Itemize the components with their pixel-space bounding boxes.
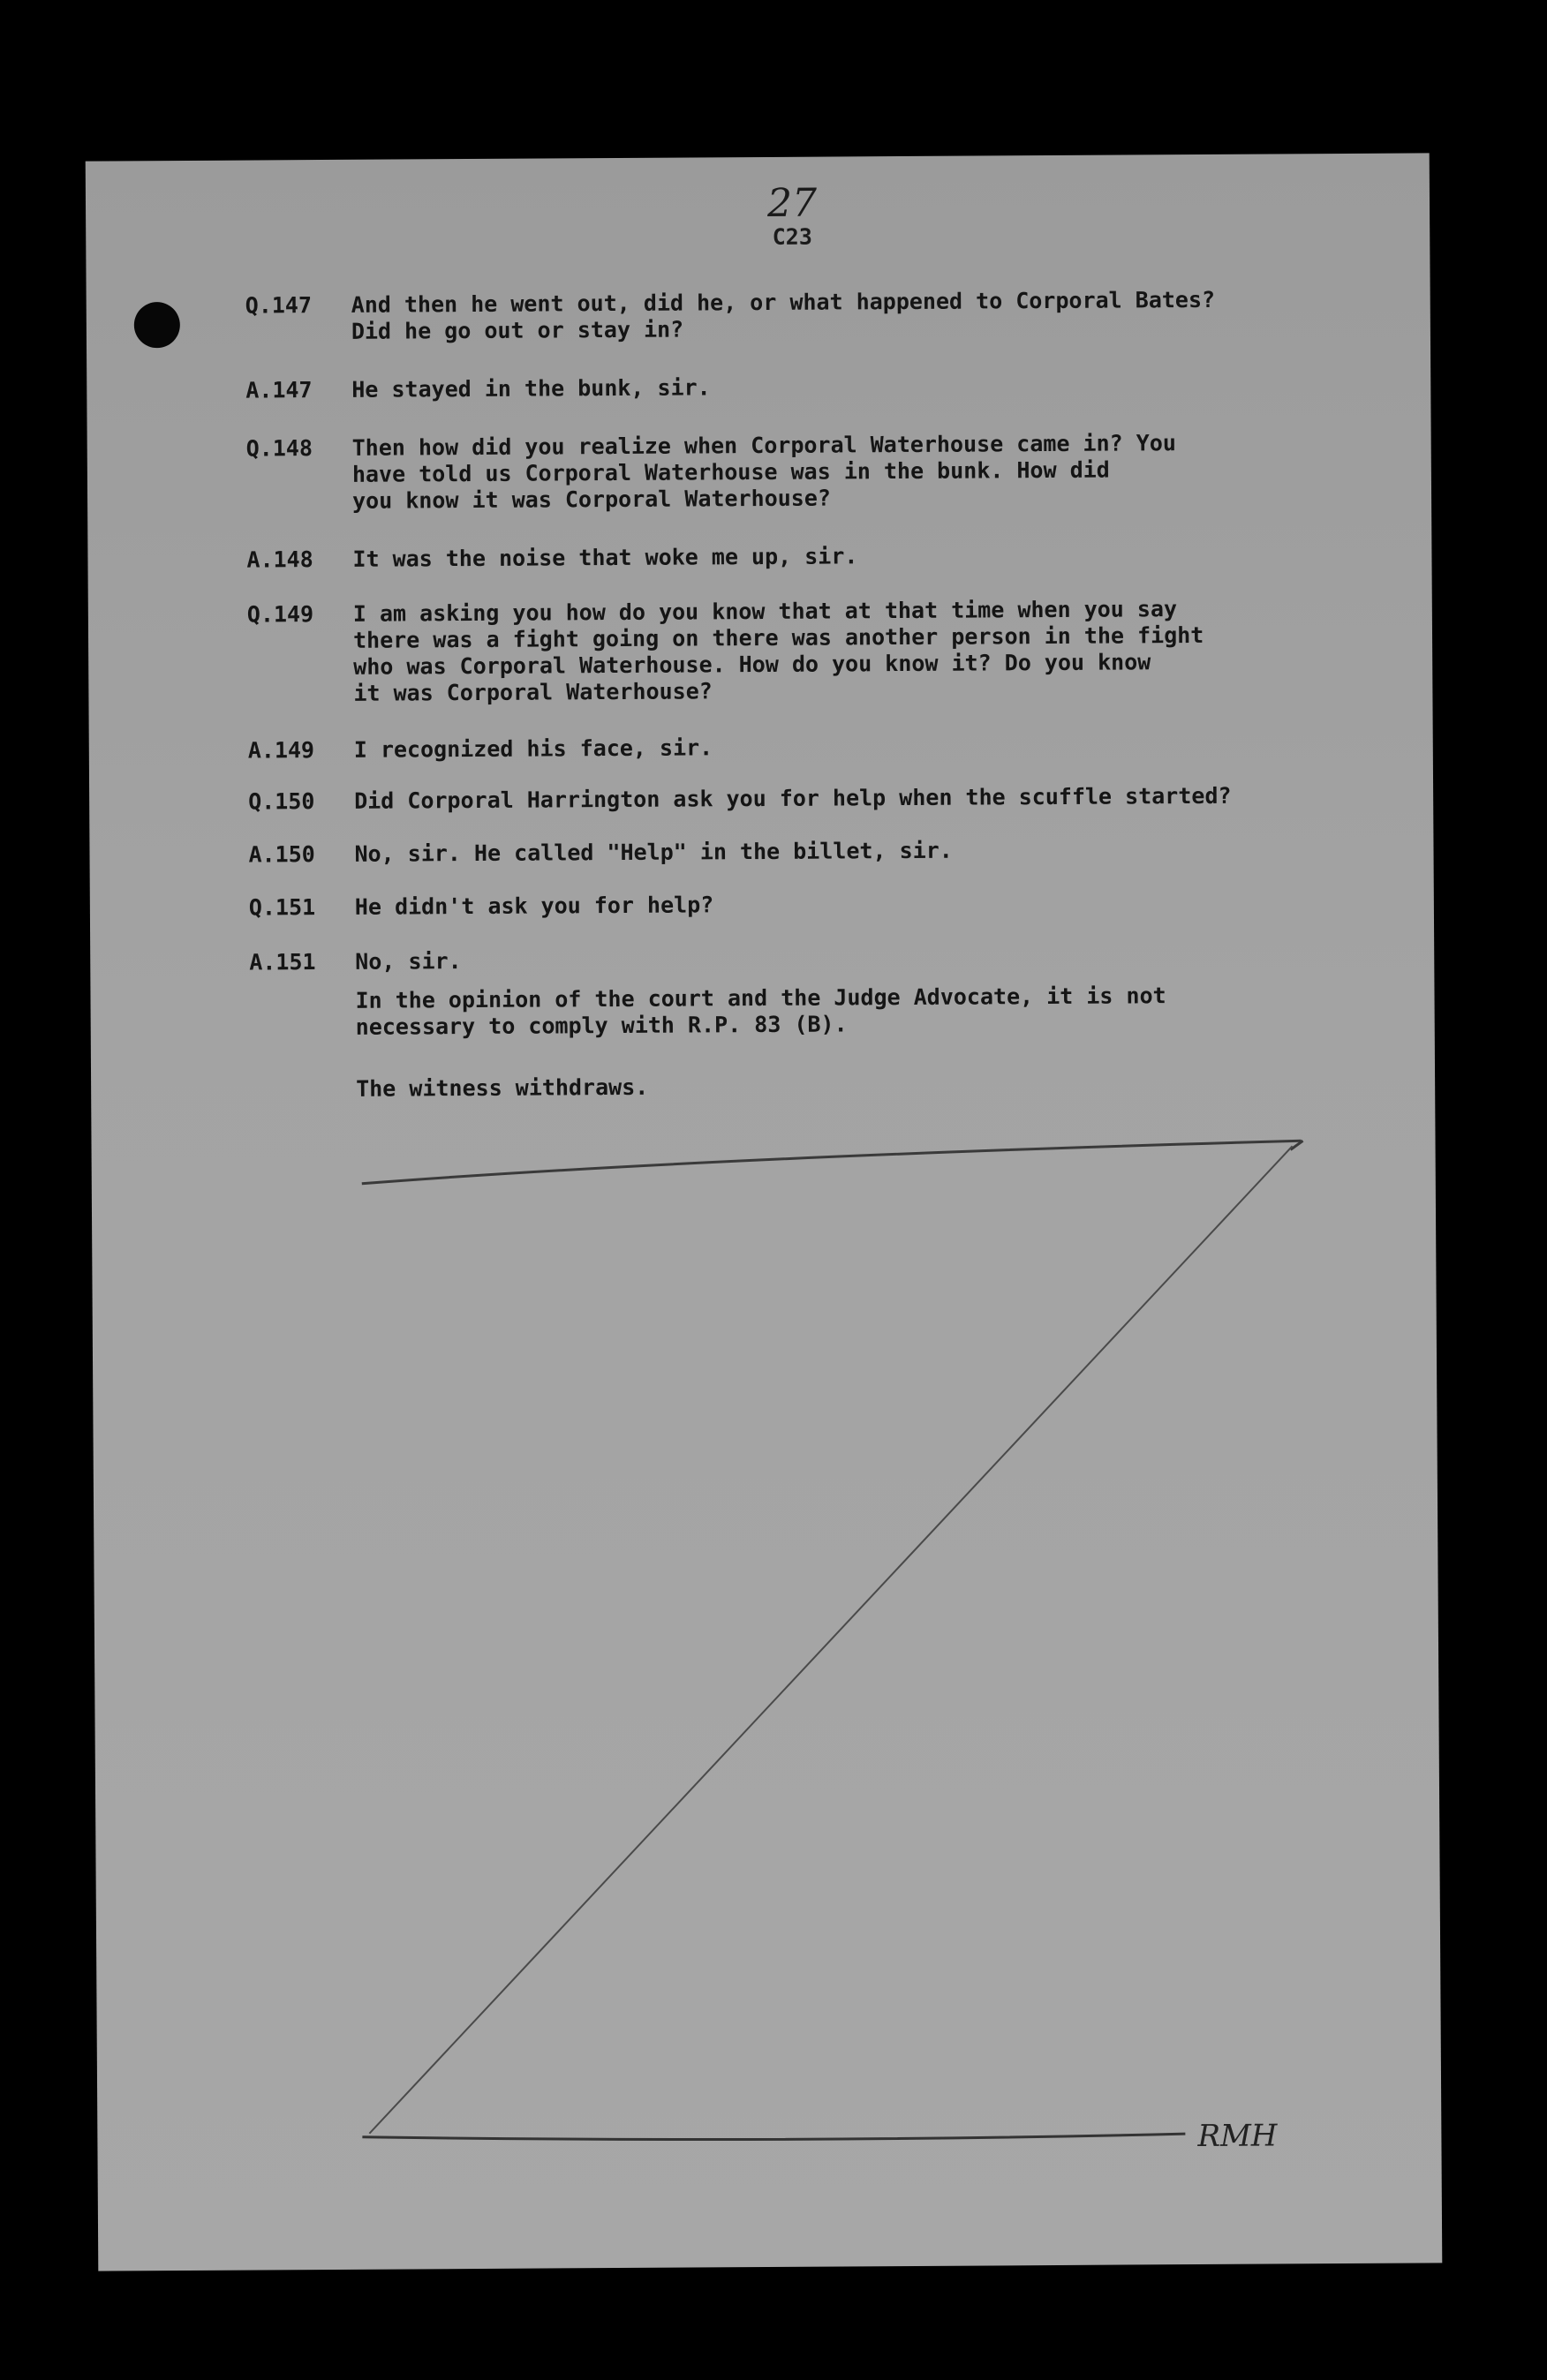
top-stroke: [362, 1141, 1302, 1183]
entry-label: Q.151: [248, 894, 316, 921]
bottom-stroke: [362, 2132, 1185, 2142]
entry-text: Then how did you realize when Corporal Waterhouse came in? You have told us Corporal Waterhouse was in the bunk. How did you know it was Corporal Waterhouse?: [351, 430, 1176, 514]
entry-text: No, sir. He called "Help" in the billet, sir.: [354, 837, 953, 867]
entry-text: I recognized his face, sir.: [353, 734, 713, 763]
handwritten-page-number: 27: [766, 180, 818, 226]
court-opinion-note: In the opinion of the court and the Judge Advocate, it is not necessary to comply with R.P. 83 (B).: [355, 983, 1166, 1040]
entry-label: Q.148: [245, 435, 313, 462]
cancellation-z-mark: [86, 153, 1443, 2271]
entry-label: A.148: [246, 546, 313, 573]
entry-label: A.147: [245, 377, 313, 403]
entry-label: A.150: [248, 841, 315, 868]
witness-withdraws-note: The witness withdraws.: [356, 1073, 649, 1102]
entry-text: Did Corporal Harrington ask you for help when the scuffle started?: [354, 782, 1232, 814]
typed-page-number: C23: [772, 223, 812, 250]
entry-label: Q.149: [246, 601, 314, 628]
initials-signature: RMH: [1197, 2118, 1278, 2155]
entry-text: He didn't ask you for help?: [354, 892, 714, 920]
diagonal-stroke: [364, 1146, 1299, 2133]
entry-text: It was the noise that woke me up, sir.: [352, 543, 858, 572]
entry-label: Q.150: [248, 788, 315, 815]
entry-text: No, sir.: [355, 948, 462, 975]
entry-label: Q.147: [245, 292, 313, 319]
entry-text: He stayed in the bunk, sir.: [351, 374, 711, 403]
entry-text: And then he went out, did he, or what happened to Corporal Bates? Did he go out or stay in?: [351, 286, 1216, 344]
entry-text: I am asking you how do you know that at that time when you say there was a fight going on there was another person in the fight who was Corporal Waterhouse. How do you know it? Do you know it was Corporal Waterhouse?: [352, 596, 1204, 706]
entry-label: A.149: [247, 737, 315, 764]
entry-label: A.151: [249, 949, 316, 975]
document-page: [86, 153, 1443, 2271]
